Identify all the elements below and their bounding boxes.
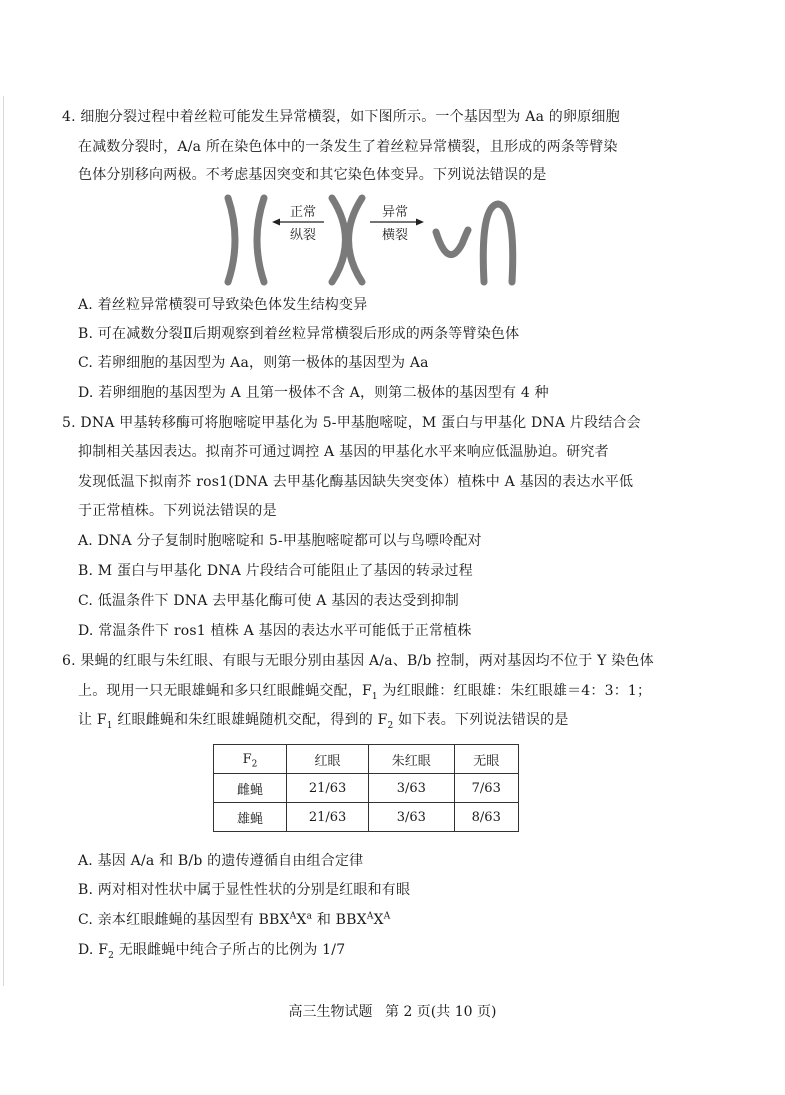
q6-stem-line-3: 让 $F_1$ 红眼雌蝇和朱红眼雄蝇随机交配，得到的 $F_2$ 如下表。下列说法错误的是 — [78, 712, 569, 731]
q5-stem-line-4: 于正常植株。下列说法错误的是 — [78, 503, 277, 519]
normal-label-1: 正常 — [290, 205, 317, 220]
q4-option-a: A. 着丝粒异常横裂可导致染色体发生结构变异 — [78, 297, 368, 313]
table-cell: 7/63 — [454, 774, 518, 803]
margin-line — [3, 96, 4, 986]
q6-option-d: D. $F_2$ 无眼雌蝇中纯合子所占的比例为 1/7 — [78, 942, 346, 961]
table-header-cell: 红眼 — [287, 745, 369, 774]
f2-results-table — [213, 744, 519, 832]
left-chromatid-left — [228, 198, 235, 282]
q5-option-d: D. 常温条件下 ros1 植株 A 基因的表达水平可能低于正常植株 — [78, 623, 472, 639]
footer-subject: 高三生物试题 — [288, 1004, 373, 1020]
table-cell: 21/63 — [287, 774, 369, 803]
page-footer — [0, 1003, 785, 1021]
q5-option-b: B. M 蛋白与甲基化 DNA 片段结合可能阻止了基因的转录过程 — [78, 563, 473, 579]
q6-option-c: C. 亲本红眼雌蝇的基因型有 $BBX^AX^a$ 和 $BBX^AX^A$ — [78, 911, 391, 928]
left-chromatid-right — [257, 198, 264, 282]
isochromosome-u — [436, 230, 468, 255]
table-header-row — [214, 745, 519, 774]
table-cell: 3/63 — [369, 774, 454, 803]
q4-option-c: C. 若卵细胞的基因型为 Aa，则第一极体的基因型为 Aa — [78, 355, 429, 371]
table-cell: 21/63 — [287, 803, 369, 832]
footer-page-number: 第 2 页(共 10 页) — [385, 1004, 497, 1020]
q5-option-a: A. DNA 分子复制时胞嘧啶和 5-甲基胞嘧啶都可以与鸟嘌呤配对 — [78, 533, 482, 549]
table-cell: 3/63 — [369, 803, 454, 832]
middle-chromosome-left — [332, 198, 346, 282]
q6-option-b: B. 两对相对性状中属于显性性状的分别是红眼和有眼 — [78, 882, 411, 898]
table-corner-cell: $F_2$ — [214, 745, 287, 774]
centromere-division-figure — [212, 194, 556, 286]
q6-stem-line-2: 上。现用一只无眼雄蝇和多只红眼雌蝇交配，$F_1$ 为红眼雌：红眼雄：朱红眼雄＝4：3：1； — [78, 683, 652, 702]
q5-stem-line-3: 发现低温下拟南芥 ros1(DNA 去甲基化酶基因缺失突变体）植株中 A 基因的表达水平低 — [78, 474, 634, 490]
q4-option-d: D. 若卵细胞的基因型为 A 且第一极体不含 A，则第二极体的基因型有 4 种 — [78, 385, 549, 401]
table-row — [214, 774, 519, 803]
q4-option-b: B. 可在减数分裂Ⅱ后期观察到着丝粒异常横裂后形成的两条等臂染色体 — [78, 326, 520, 342]
abnormal-label-2: 横裂 — [382, 228, 409, 243]
table-row-label: 雌蝇 — [214, 774, 287, 803]
q4-stem-line-3: 色体分别移向两极。不考虑基因突变和其它染色体变异。下列说法错误的是 — [78, 167, 547, 183]
table-header-cell: 无眼 — [454, 745, 518, 774]
abnormal-label-1: 异常 — [382, 205, 409, 220]
middle-chromosome-right — [349, 198, 363, 282]
abnormal-arrow-head — [416, 219, 424, 226]
q6-stem-line-1: 6. 果蝇的红眼与朱红眼、有眼与无眼分别由基因 A/a、B/b 控制，两对基因均不位于 Y 染色体 — [62, 653, 654, 669]
q5-option-c: C. 低温条件下 DNA 去甲基化酶可使 A 基因的表达受到抑制 — [78, 593, 460, 609]
normal-arrow-head — [272, 219, 280, 226]
q6-option-a: A. 基因 A/a 和 B/b 的遗传遵循自由组合定律 — [78, 853, 364, 869]
q4-stem-line-1: 4. 细胞分裂过程中着丝粒可能发生异常横裂，如下图所示。一个基因型为 Aa 的卵原细胞 — [62, 109, 620, 125]
q4-stem-line-2: 在减数分裂时，A/a 所在染色体中的一条发生了着丝粒异常横裂，且形成的两条等臂染 — [78, 139, 618, 155]
isochromosome-n — [483, 204, 512, 282]
table-header-cell: 朱红眼 — [369, 745, 454, 774]
table-cell: 8/63 — [454, 803, 518, 832]
q5-stem-line-1: 5. DNA 甲基转移酶可将胞嘧啶甲基化为 5-甲基胞嘧啶，M 蛋白与甲基化 DNA 片段结合会 — [62, 415, 641, 431]
q5-stem-line-2: 抑制相关基因表达。拟南芥可通过调控 A 基因的甲基化水平来响应低温胁迫。研究者 — [78, 444, 609, 460]
table-row — [214, 803, 519, 832]
table-row-label: 雄蝇 — [214, 803, 287, 832]
normal-label-2: 纵裂 — [290, 228, 317, 243]
